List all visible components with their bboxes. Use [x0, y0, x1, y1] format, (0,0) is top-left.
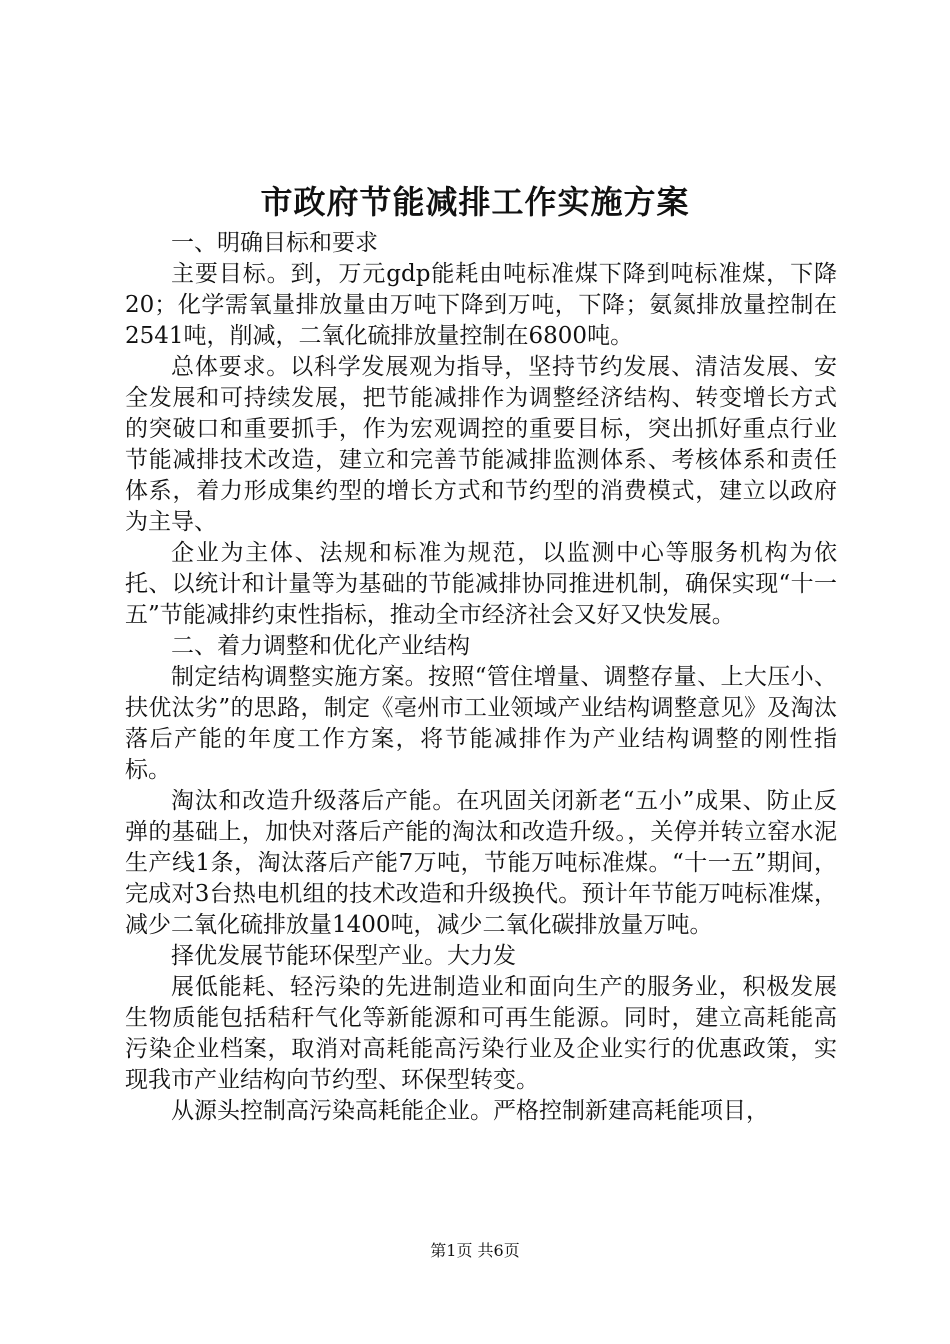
document-body	[125, 228, 837, 1127]
paragraph-main-goals: 主要目标。到，万元gdp能耗由吨标准煤下降到吨标准煤，下降20；化学需氧量排放量由万吨下降到万吨，下降；氨氮排放量控制在2541吨，削减，二氧化硫排放量控制在6800吨。	[125, 261, 837, 349]
section-heading-1: 一、明确目标和要求	[171, 230, 378, 256]
paragraph-develop-industries: 择优发展节能环保型产业。大力发	[171, 943, 516, 969]
section-heading-2: 二、着力调整和优化产业结构	[171, 633, 470, 659]
paragraph-eliminate-capacity: 淘汰和改造升级落后产能。在巩固关闭新老“五小”成果、防止反弹的基础上，加快对落后产能的淘汰和改造升级。，关停并转立窑水泥生产线1条，淘汰落后产能7万吨，节能万吨标准煤。“十一五”期间，完成对3台热电机组的技术改造和升级换代。预计年节能万吨标准煤，减少二氧化硫排放量1400吨，减少二氧化碳排放量万吨。	[125, 788, 837, 938]
paragraph-overall-requirements: 总体要求。以科学发展观为指导，坚持节约发展、清洁发展、安全发展和可持续发展，把节能减排作为调整经济结构、转变增长方式的突破口和重要抓手，作为宏观调控的重要目标，突出抓好重点行业节能减排技术改造，建立和完善节能减排监测体系、考核体系和责任体系，着力形成集约型的增长方式和节约型的消费模式，建立以政府为主导、	[125, 354, 837, 535]
paragraph-source-control: 从源头控制高污染高耗能企业。严格控制新建高耗能项目，	[171, 1098, 769, 1124]
paragraph-low-energy-industries: 展低能耗、轻污染的先进制造业和面向生产的服务业，积极发展生物质能包括秸秆气化等新能源和可再生能源。同时，建立高耗能高污染企业档案，取消对高耗能高污染行业及企业实行的优惠政策，实现我市产业结构向节约型、环保型转变。	[125, 974, 837, 1093]
page-number-footer: 第1页 共6页	[430, 1241, 520, 1260]
document-title: 市政府节能减排工作实施方案	[260, 183, 690, 221]
paragraph-enterprise-mechanism: 企业为主体、法规和标准为规范，以监测中心等服务机构为依托、以统计和计量等为基础的节能减排协同推进机制，确保实现“十一五”节能减排约束性指标，推动全市经济社会又好又快发展。	[125, 540, 837, 628]
paragraph-structure-plan: 制定结构调整实施方案。按照“管住增量、调整存量、上大压小、扶优汰劣”的思路，制定《亳州市工业领域产业结构调整意见》及淘汰落后产能的年度工作方案，将节能减排作为产业结构调整的刚性指标。	[125, 664, 837, 783]
